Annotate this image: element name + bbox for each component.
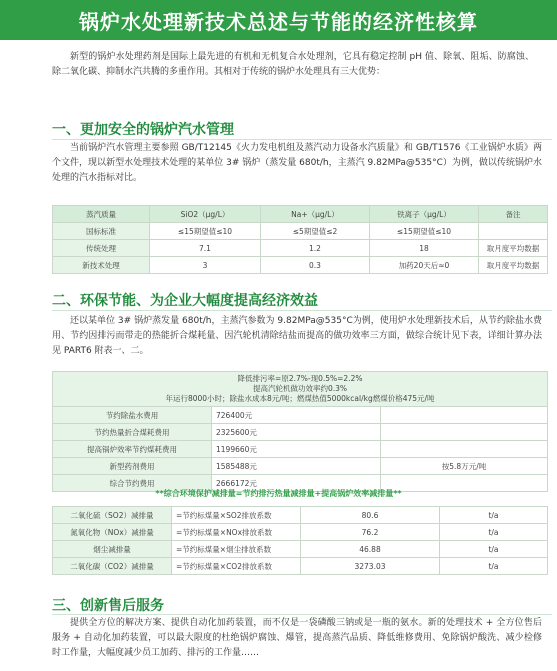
table-row: [53, 541, 548, 558]
table-cell: 2666172元: [212, 475, 381, 492]
section2-paragraph: 还以某单位 3# 锅炉蒸发量 680t/h，主蒸汽参数为 9.82MPa@535°C为例，使用炉水处理新技术后，从节约除盐水费用、节约因排污而带走的热能折合煤耗量、因汽轮机清除结盐而提高的做功效率三方面，做综合统计见下表，详细计算办法见 PART6 附表一、二。: [52, 316, 542, 356]
table-cell: 氮氧化物（NOx）减排量: [53, 524, 172, 541]
intro-paragraph: 新型的锅炉水处理药剂是国际上最先进的有机和无机复合水处理剂，它具有稳定控制 pH 值、除氧、阻垢、防腐蚀、除二氧化碳、抑制水汽共腾的多重作用。其相对于传统的锅炉水处理具有三大优势：: [52, 52, 534, 77]
page-title: 锅炉水处理新技术总述与节能的经济性核算: [79, 10, 478, 34]
table-cell: t/a: [440, 507, 548, 524]
table-cell: 3273.03: [301, 558, 440, 575]
table-cell: 726400元: [212, 407, 381, 424]
table-cell: 国标标准: [53, 223, 150, 240]
table-cell: 烟尘减排量: [53, 541, 172, 558]
section3-heading: 三、创新售后服务: [52, 598, 164, 614]
economic-table: [52, 371, 548, 492]
table-cell: ≤15期望值≤10: [370, 223, 479, 240]
title-banner: [0, 0, 557, 40]
table-header: Na+（μg/L）: [261, 206, 370, 223]
table-row: [53, 424, 548, 441]
table-row: [53, 407, 548, 424]
summary-cell: [53, 372, 548, 407]
table-cell: =节约标煤量×NOx排放系数: [172, 524, 301, 541]
summary-line: 提高汽轮机做功效率约0.3%: [252, 384, 348, 393]
section3-paragraph: 提供全方位的解决方案、提供自动化加药装置，而不仅是一袋磷酸三钠或是一瓶的氨水。新的处理技术 + 全方位售后服务 + 自动化加药装置，可以最大限度的杜绝锅炉腐蚀、爆管，提高蒸汽品质、降低维修费用、免除锅炉酸洗、减少检修时工作量，大幅度减少员工加药、排污的工作量……: [52, 618, 542, 658]
table-header: 铁离子（μg/L）: [370, 206, 479, 223]
table-cell: [381, 441, 548, 458]
table-row: [53, 524, 548, 541]
table-row: [53, 507, 548, 524]
table-cell: 节约除盐水费用: [53, 407, 212, 424]
water-quality-table: [52, 205, 548, 274]
table-row: [53, 240, 548, 257]
table-cell: ≤5期望值≤2: [261, 223, 370, 240]
table-cell: 综合节约费用: [53, 475, 212, 492]
table-cell: 二氧化碳（CO2）减排量: [53, 558, 172, 575]
table-cell: 80.6: [301, 507, 440, 524]
table-row: [53, 441, 548, 458]
table-cell: [381, 407, 548, 424]
table-cell: t/a: [440, 524, 548, 541]
table-cell: 新技术处理: [53, 257, 150, 274]
section2-heading: 二、环保节能、为企业大幅度提高经济效益: [52, 293, 318, 309]
table-cell: 提高锅炉效率节约煤耗费用: [53, 441, 212, 458]
table-cell: 1199660元: [212, 441, 381, 458]
emission-formula-title: **综合环境保护减排量=节约排污热量减排量+提高锅炉效率减排量**: [155, 489, 402, 498]
table-cell: 7.1: [150, 240, 261, 257]
table-cell: 传统处理: [53, 240, 150, 257]
table-cell: 取月度平均数据: [479, 240, 548, 257]
table-row: [53, 223, 548, 240]
table-cell: 3: [150, 257, 261, 274]
section1-divider: [52, 139, 552, 140]
table-cell: =节约标煤量×SO2排放系数: [172, 507, 301, 524]
table-cell: =节约标煤量×烟尘排放系数: [172, 541, 301, 558]
table-cell: 取月度平均数据: [479, 257, 548, 274]
emission-table: [52, 506, 548, 575]
table-cell: [479, 223, 548, 240]
section2-divider: [52, 310, 552, 311]
table-cell: t/a: [440, 541, 548, 558]
table-cell: t/a: [440, 558, 548, 575]
table-header: 蒸汽质量: [53, 206, 150, 223]
table-row: [53, 257, 548, 274]
table-header: 备注: [479, 206, 548, 223]
table-header-row: [53, 206, 548, 223]
table-cell: 2325600元: [212, 424, 381, 441]
table-cell: 46.88: [301, 541, 440, 558]
table-cell: [381, 424, 548, 441]
table-cell: 76.2: [301, 524, 440, 541]
table-row: [53, 458, 548, 475]
section1-paragraph: 当前锅炉汽水管理主要参照 GB/T12145《火力发电机组及蒸汽动力设备水汽质量》和 GB/T1576《工业锅炉水质》两个文件，现以新型水处理技术处理的某单位 3# 锅炉（蒸发量 680t/h，主蒸汽 9.82MPa@535°C）为例，做以传统锅炉水处理的汽水指标对比。: [52, 143, 542, 183]
summary-line: 年运行8000小时；除盐水成本8元/吨；燃煤热值5000kcal/kg燃煤价格475元/吨: [165, 394, 435, 403]
table-cell: 1585488元: [212, 458, 381, 475]
summary-row: [53, 372, 548, 407]
table-cell: ≤15期望值≤10: [150, 223, 261, 240]
table-cell: 1.2: [261, 240, 370, 257]
table-cell: 0.3: [261, 257, 370, 274]
table-cell: =节约标煤量×CO2排放系数: [172, 558, 301, 575]
table-cell: 二氧化硫（SO2）减排量: [53, 507, 172, 524]
table-cell: 18: [370, 240, 479, 257]
table-header: SiO2（μg/L）: [150, 206, 261, 223]
table-cell: 节约热量折合煤耗费用: [53, 424, 212, 441]
summary-line: 降低排污率=原2.7%-现0.5%=2.2%: [237, 374, 363, 383]
section1-heading: 一、更加安全的锅炉汽水管理: [52, 122, 234, 138]
section3-divider: [52, 614, 552, 615]
table-cell: 加药20天后≈0: [370, 257, 479, 274]
table-row: [53, 558, 548, 575]
table-cell: 新型药剂费用: [53, 458, 212, 475]
table-cell: 按5.8万元/吨: [381, 458, 548, 475]
